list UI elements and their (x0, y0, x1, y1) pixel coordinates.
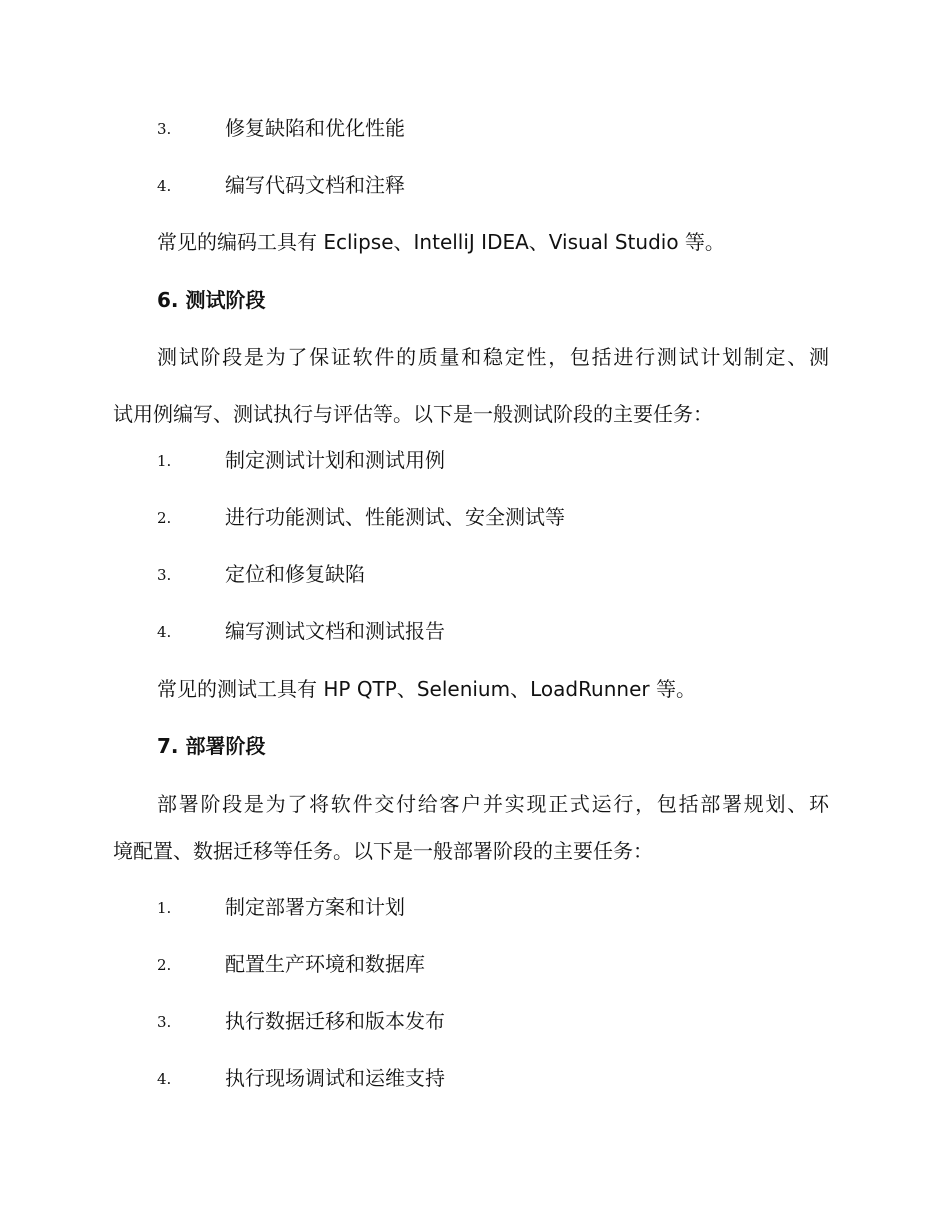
list-item-number: 3. (157, 120, 172, 138)
list-item-text: 编写代码文档和注释 (225, 173, 405, 197)
list-item-text: 执行数据迁移和版本发布 (225, 1009, 445, 1033)
list-item-text: 定位和修复缺陷 (225, 562, 365, 586)
list-item-number: 4. (157, 623, 172, 641)
section-heading-testing: 6. 测试阶段 (157, 288, 266, 312)
coding-tools-sentence: 常见的编码工具有 Eclipse、IntelliJ IDEA、Visual Studio 等。 (157, 230, 725, 254)
testing-intro-text-1: 测试阶段是为了保证软件的质量和稳定性，包括进行测试计划制定、测 (157, 345, 829, 369)
list-item-text: 执行现场调试和运维支持 (225, 1066, 445, 1090)
testing-intro-line-2: 试用例编写、测试执行与评估等。以下是一般测试阶段的主要任务： (113, 402, 713, 426)
section-heading-deployment: 7. 部署阶段 (157, 734, 266, 758)
list-item-text: 制定测试计划和测试用例 (225, 448, 445, 472)
deployment-intro-line-2: 境配置、数据迁移等任务。以下是一般部署阶段的主要任务： (113, 839, 653, 863)
list-item-number: 1. (157, 899, 172, 917)
deployment-intro-line-1 (157, 790, 829, 818)
list-item-number: 4. (157, 1070, 172, 1088)
list-item-number: 2. (157, 956, 172, 974)
list-item-text: 进行功能测试、性能测试、安全测试等 (225, 505, 565, 529)
list-item-text: 制定部署方案和计划 (225, 895, 405, 919)
deployment-intro-text-1: 部署阶段是为了将软件交付给客户并实现正式运行，包括部署规划、环 (157, 792, 829, 816)
list-item-number: 2. (157, 509, 172, 527)
testing-intro-line-1 (157, 343, 829, 371)
list-item-number: 1. (157, 452, 172, 470)
testing-tools-sentence: 常见的测试工具有 HP QTP、Selenium、LoadRunner 等。 (157, 677, 696, 701)
list-item-text: 配置生产环境和数据库 (225, 952, 425, 976)
list-item-number: 4. (157, 177, 172, 195)
list-item-text: 修复缺陷和优化性能 (225, 116, 405, 140)
list-item-text: 编写测试文档和测试报告 (225, 619, 445, 643)
list-item-number: 3. (157, 566, 172, 584)
list-item-number: 3. (157, 1013, 172, 1031)
